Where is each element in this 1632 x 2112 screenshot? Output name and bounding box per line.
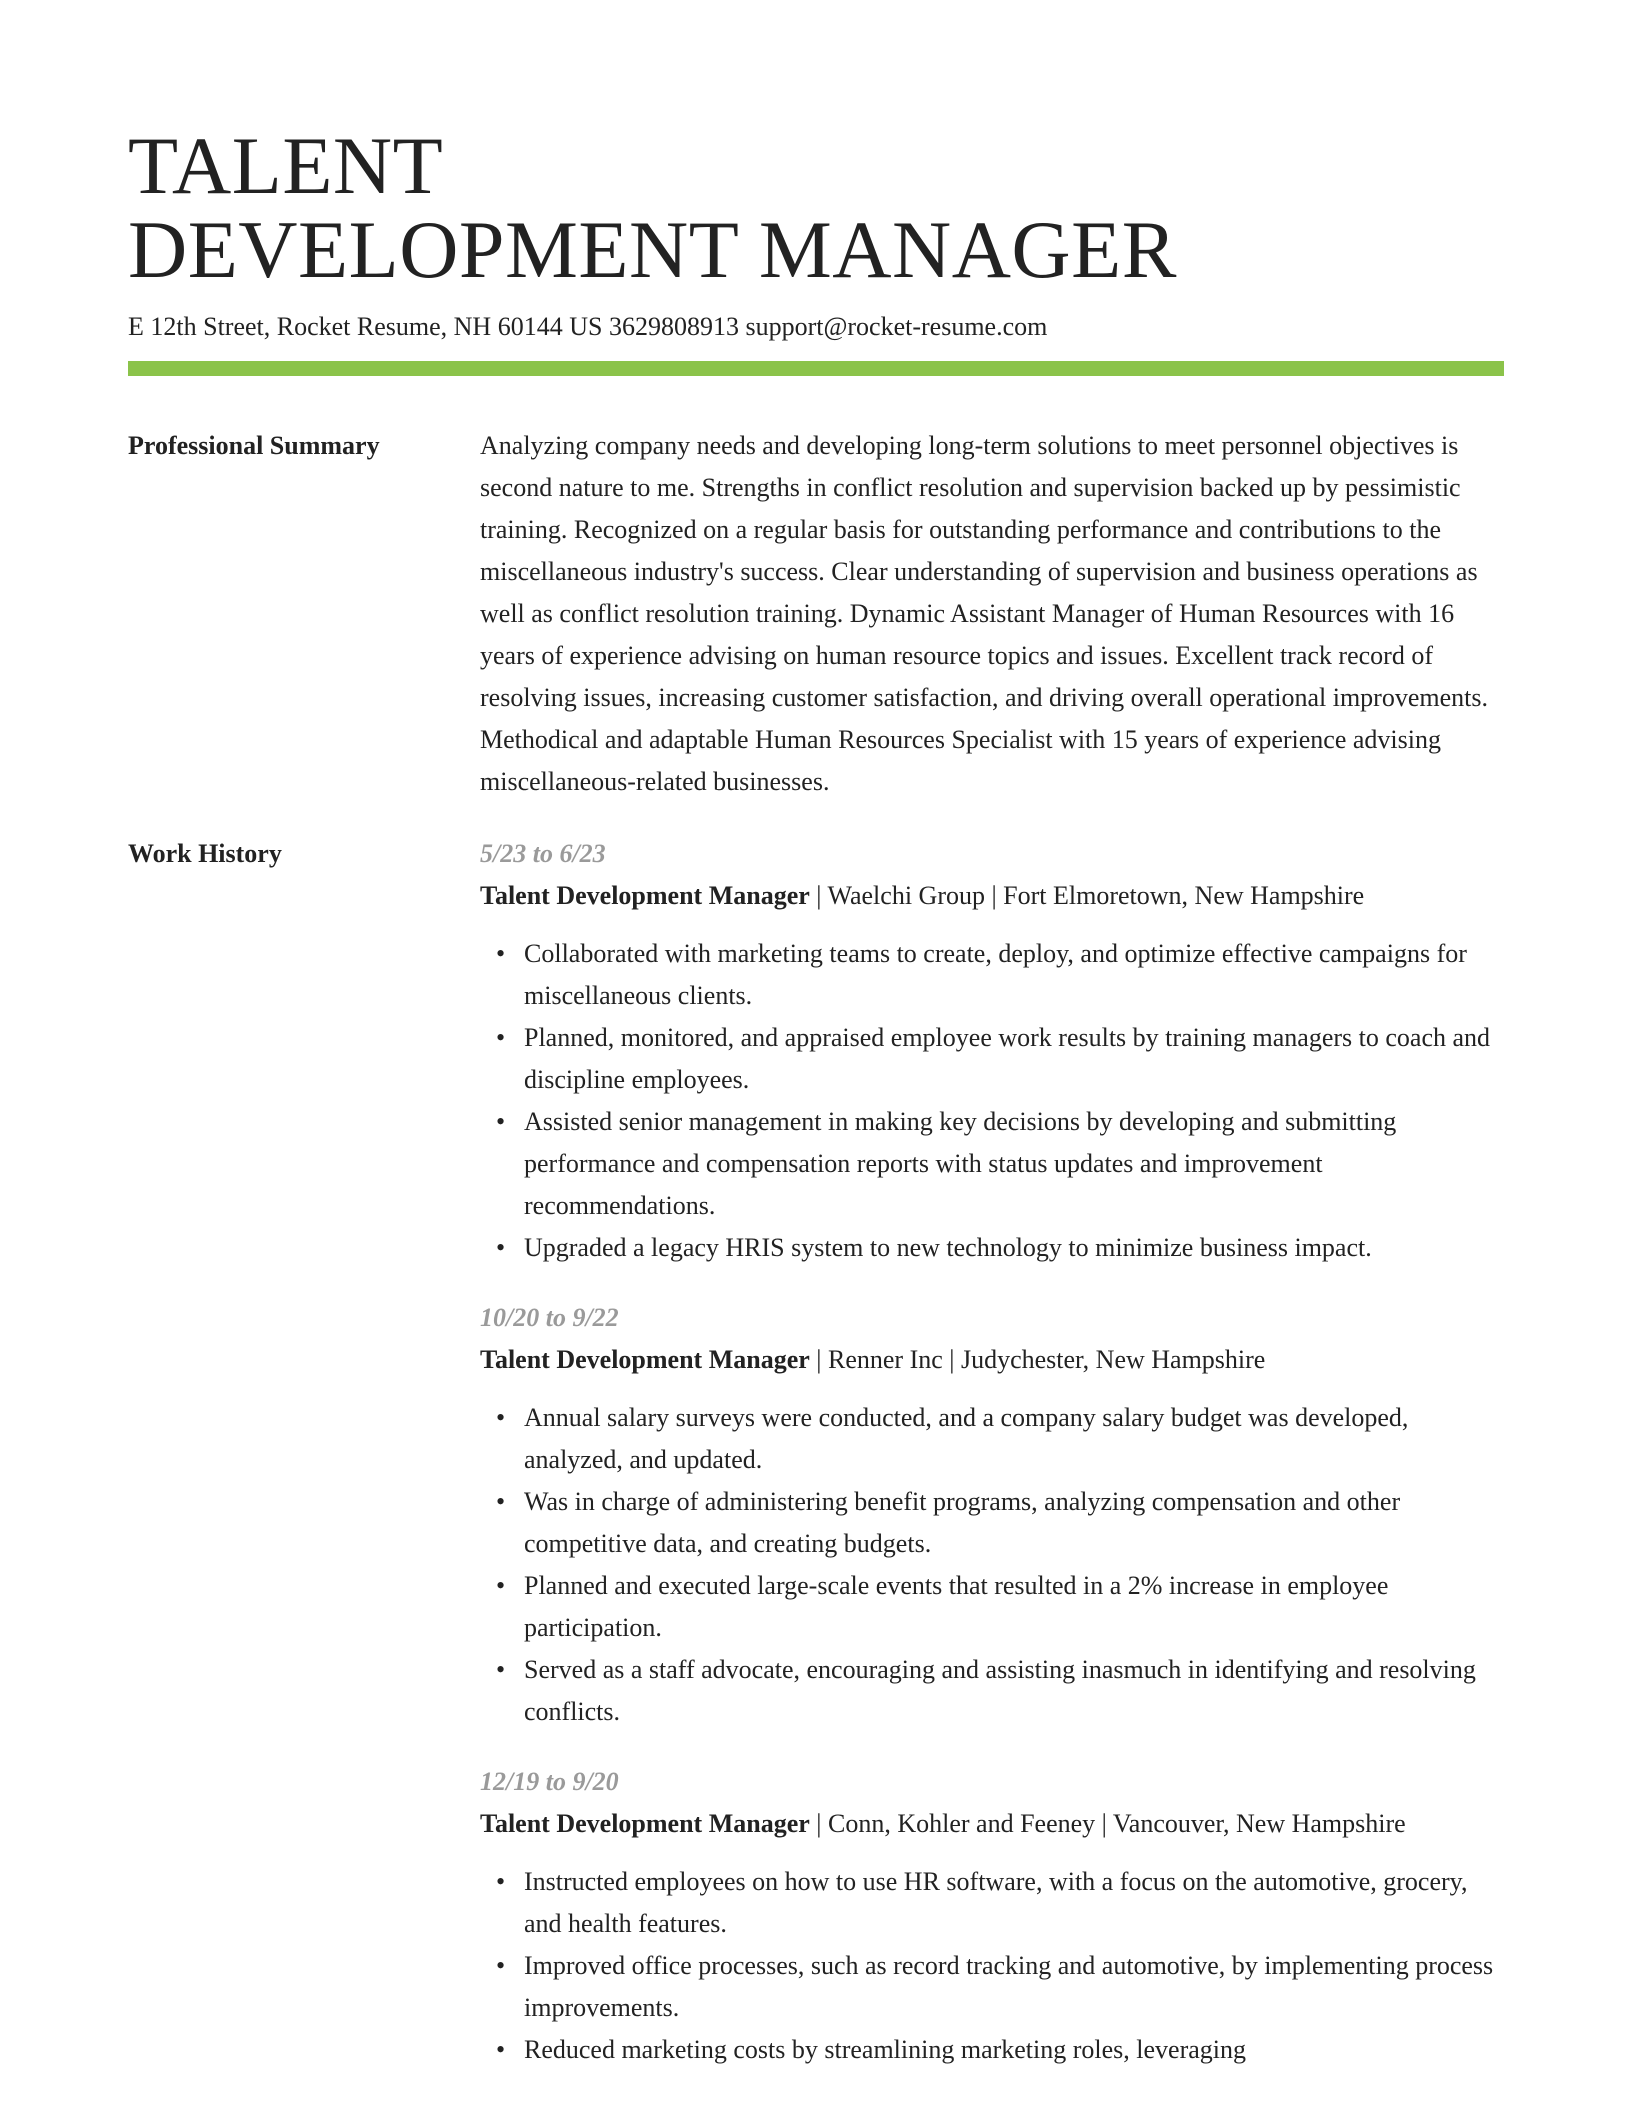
title-line-2: DEVELOPMENT MANAGER	[128, 204, 1177, 295]
work-history-section	[128, 833, 1504, 2099]
job-bullet	[496, 1649, 1504, 1733]
accent-divider	[128, 361, 1504, 376]
job-details: | Renner Inc | Judychester, New Hampshire	[809, 1345, 1266, 1374]
bullet-text: Was in charge of administering benefit programs, analyzing compensation and other competitive data, and creating budgets.	[524, 1487, 1401, 1558]
bullet-icon: •	[496, 1233, 506, 1262]
bullet-text: Instructed employees on how to use HR software, with a focus on the automotive, grocery, and health features.	[524, 1867, 1468, 1938]
job-header	[480, 1339, 1504, 1381]
job-entry	[480, 1297, 1504, 1733]
bullet-icon: •	[496, 1655, 506, 1684]
job-title: Talent Development Manager	[480, 881, 810, 910]
job-bullet	[496, 1397, 1504, 1481]
job-dates: 10/20 to 9/22	[480, 1303, 619, 1332]
bullet-text: Assisted senior management in making key decisions by developing and submitting performance and compensation reports with status updates and improvement recommendations.	[524, 1107, 1397, 1220]
bullet-text: Upgraded a legacy HRIS system to new technology to minimize business impact.	[524, 1233, 1372, 1262]
job-bullet	[496, 2029, 1504, 2071]
resume-page	[128, 120, 1504, 2099]
job-title: Talent Development Manager	[480, 1809, 810, 1838]
bullet-text: Collaborated with marketing teams to create, deploy, and optimize effective campaigns for miscellaneous clients.	[524, 939, 1467, 1010]
professional-summary-text: Analyzing company needs and developing long-term solutions to meet personnel objectives is second nature to me. Strengths in conflict resolution and supervision backed up by pessimistic training. Recognized on a regular basis for outstanding performance and contributions to the miscellaneous industry's success. Clear understanding of supervision and business operations as well as conflict resolution training. Dynamic Assistant Manager of Human Resources with 16 years of experience advising on human resource topics and issues. Excellent track record of resolving issues, increasing customer satisfaction, and driving overall operational improvements. Methodical and adaptable Human Resources Specialist with 15 years of experience advising miscellaneous-related businesses.	[480, 431, 1488, 796]
bullet-icon: •	[496, 1023, 506, 1052]
professional-summary-section	[128, 425, 1504, 803]
job-dates: 5/23 to 6/23	[480, 839, 606, 868]
bullet-icon: •	[496, 939, 506, 968]
job-entry	[480, 1761, 1504, 2071]
work-history-label: Work History	[128, 839, 282, 868]
job-bullets	[480, 1397, 1504, 1733]
job-bullet	[496, 1101, 1504, 1227]
title-line-1: TALENT	[128, 120, 444, 211]
bullet-icon: •	[496, 1403, 506, 1432]
job-header	[480, 875, 1504, 917]
bullet-text: Planned and executed large-scale events that resulted in a 2% increase in employee participation.	[524, 1571, 1389, 1642]
job-entry	[480, 833, 1504, 1269]
bullet-icon: •	[496, 1487, 506, 1516]
bullet-text: Improved office processes, such as record tracking and automotive, by implementing process improvements.	[524, 1951, 1494, 2022]
professional-summary-label: Professional Summary	[128, 431, 380, 460]
work-history-list	[480, 833, 1504, 2099]
bullet-icon: •	[496, 2035, 506, 2064]
job-bullets	[480, 933, 1504, 1269]
job-bullet	[496, 1565, 1504, 1649]
job-dates: 12/19 to 9/20	[480, 1767, 619, 1796]
job-bullet	[496, 1861, 1504, 1945]
bullet-text: Annual salary surveys were conducted, and a company salary budget was developed, analyzed, and updated.	[524, 1403, 1409, 1474]
job-bullet	[496, 1017, 1504, 1101]
bullet-icon: •	[496, 1571, 506, 1600]
job-header	[480, 1803, 1504, 1845]
job-bullet	[496, 1227, 1504, 1269]
bullet-text: Served as a staff advocate, encouraging and assisting inasmuch in identifying and resolving conflicts.	[524, 1655, 1476, 1726]
bullet-icon: •	[496, 1107, 506, 1136]
job-details: | Conn, Kohler and Feeney | Vancouver, New Hampshire	[809, 1809, 1406, 1838]
job-bullets	[480, 1861, 1504, 2071]
job-details: | Waelchi Group | Fort Elmoretown, New Hampshire	[809, 881, 1365, 910]
bullet-text: Planned, monitored, and appraised employee work results by training managers to coach and discipline employees.	[524, 1023, 1491, 1094]
job-title: Talent Development Manager	[480, 1345, 810, 1374]
job-bullet	[496, 1481, 1504, 1565]
resume-title	[128, 120, 1504, 295]
bullet-icon: •	[496, 1867, 506, 1896]
bullet-text: Reduced marketing costs by streamlining marketing roles, leveraging	[524, 2035, 1247, 2064]
contact-info: E 12th Street, Rocket Resume, NH 60144 US 3629808913 support@rocket-resume.com	[128, 312, 1048, 341]
job-bullet	[496, 1945, 1504, 2029]
job-bullet	[496, 933, 1504, 1017]
bullet-icon: •	[496, 1951, 506, 1980]
